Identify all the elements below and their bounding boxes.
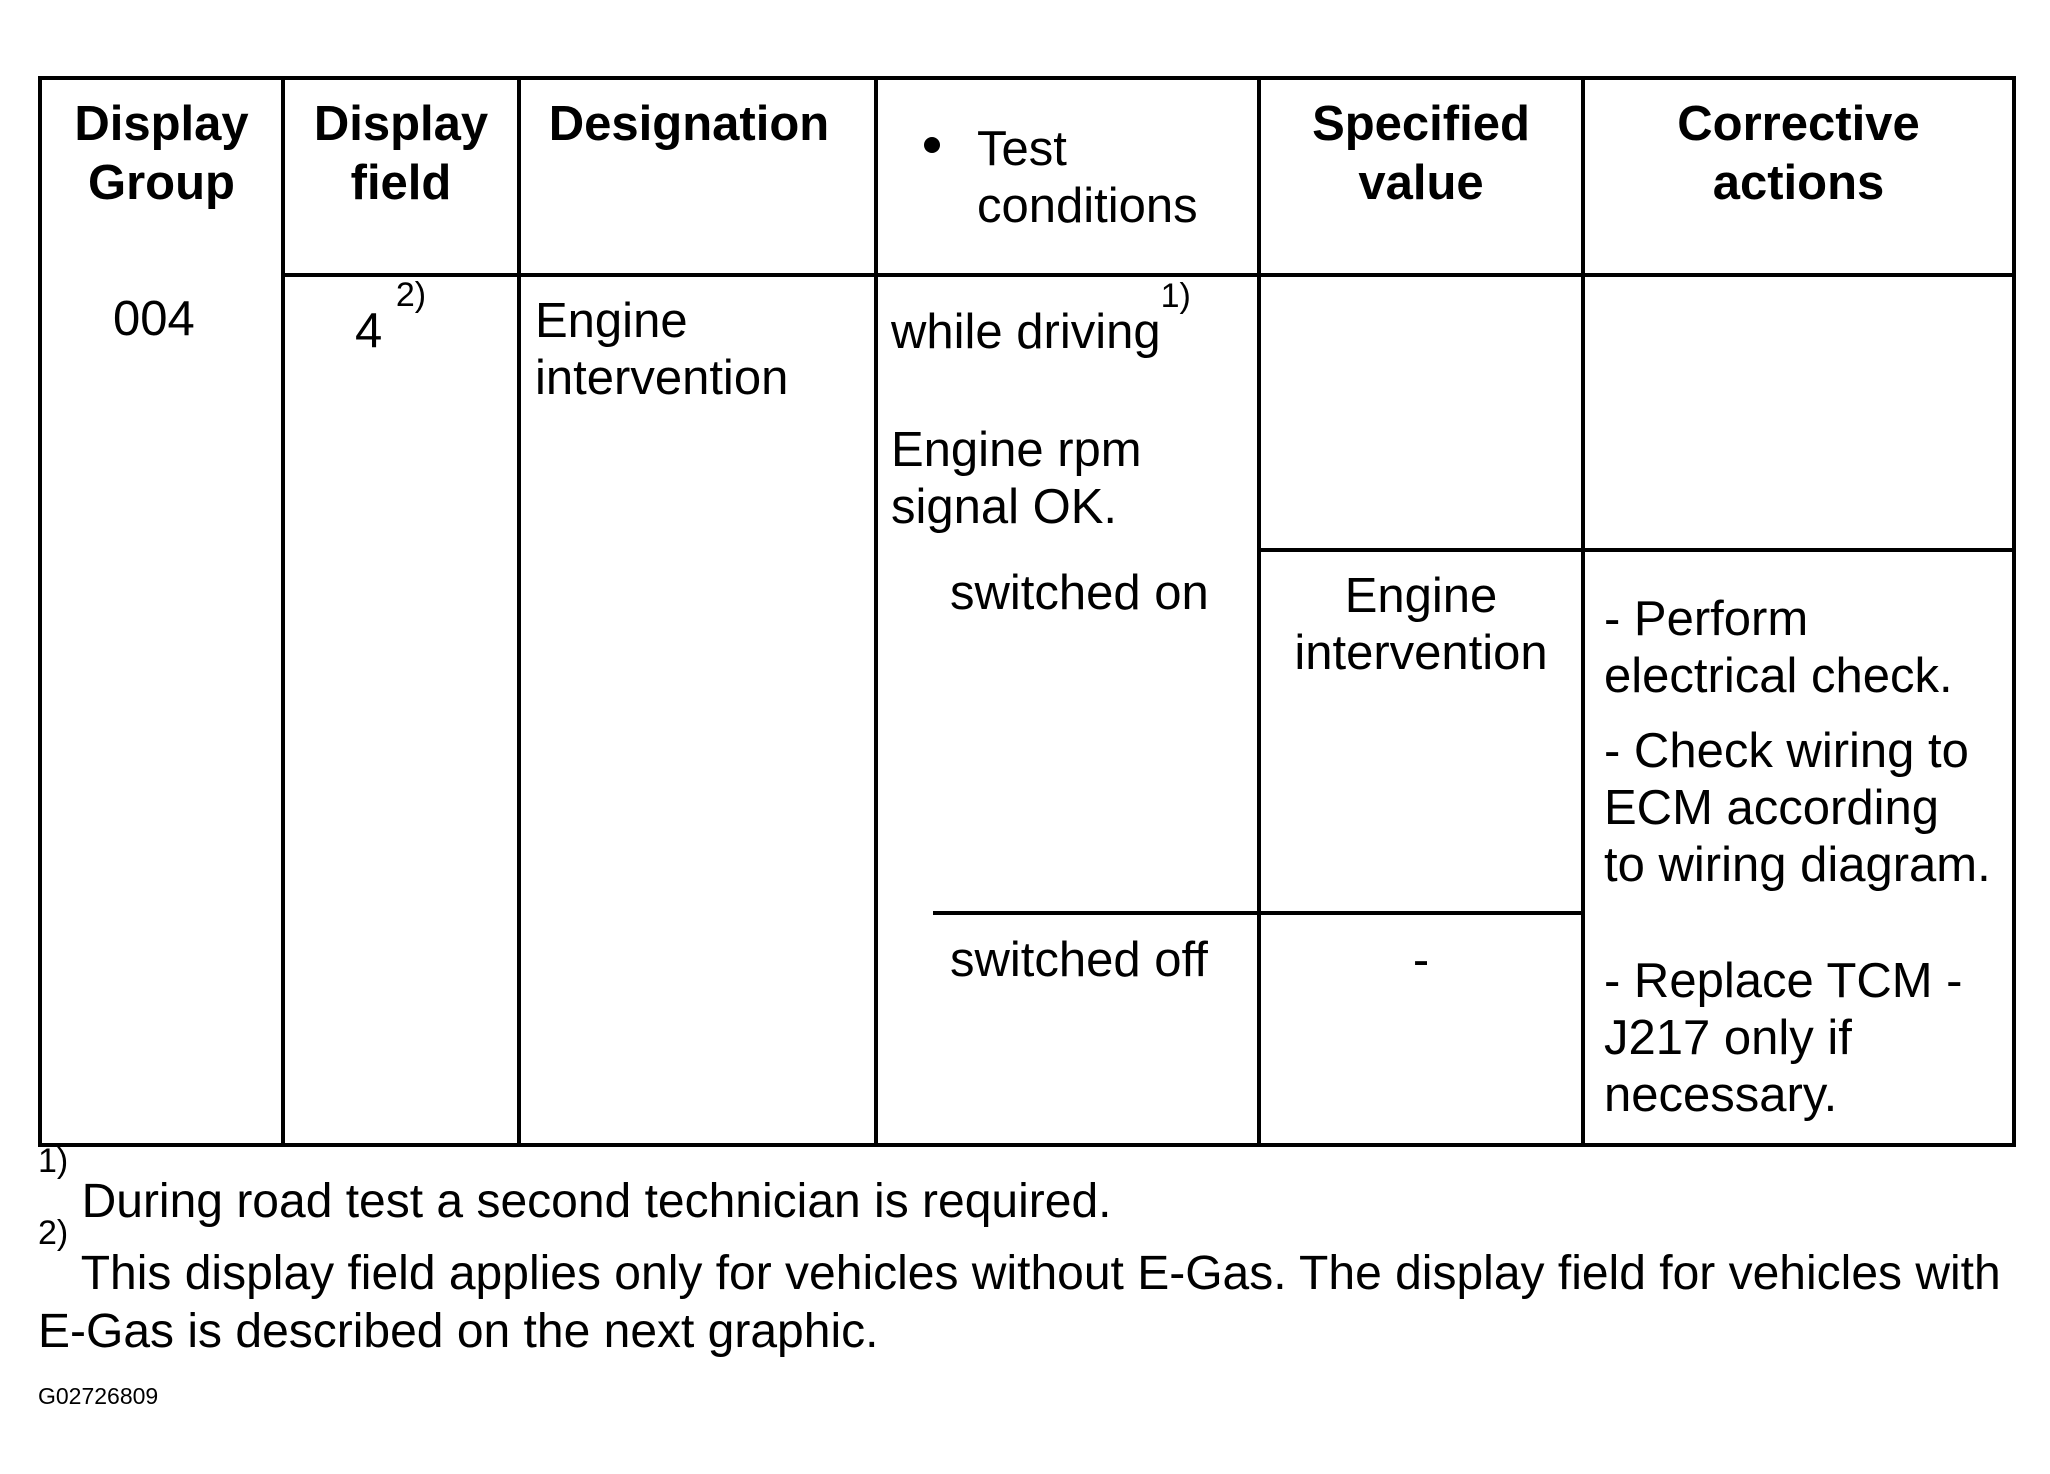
header-test-conditions: Test conditions bbox=[977, 122, 1198, 233]
display-group-value: 004 bbox=[113, 292, 195, 346]
footnote-2-mark: 2) bbox=[38, 1214, 69, 1252]
graphic-id: G02726809 bbox=[38, 1383, 159, 1409]
condition-while-driving bbox=[891, 277, 1191, 361]
table-bottom-border bbox=[38, 1143, 2016, 1147]
display-field-footnote-ref: 2) bbox=[395, 276, 427, 314]
footnote-2-continuation: E-Gas is described on the next graphic. bbox=[38, 1305, 879, 1358]
corrective-action-check-wiring: - Check wiring to ECM according to wiring diagram. bbox=[1604, 724, 1991, 892]
table-left-border bbox=[38, 76, 42, 1147]
table-top-border bbox=[38, 76, 2016, 80]
header-specified-value: Specified value bbox=[1312, 97, 1530, 210]
footnote-1 bbox=[38, 1142, 1112, 1231]
header-display-group: Display Group bbox=[74, 97, 249, 210]
footnote-1-text: During road test a second technician is required. bbox=[81, 1175, 1112, 1228]
column-divider-5 bbox=[1581, 76, 1585, 1147]
header-designation: Designation bbox=[548, 97, 830, 151]
table-right-border bbox=[2012, 76, 2016, 1147]
corrective-action-replace-tcm: - Replace TCM - J217 only if necessary. bbox=[1604, 954, 1963, 1122]
column-divider-1 bbox=[281, 76, 285, 1147]
header-corrective-actions: Corrective actions bbox=[1677, 97, 1920, 210]
corrective-action-perform-check: - Perform electrical check. bbox=[1604, 592, 1953, 703]
condition-switched-off: switched off bbox=[950, 933, 1208, 987]
designation-value: Engine intervention bbox=[535, 294, 789, 405]
footnote-1-mark: 1) bbox=[38, 1142, 69, 1180]
specified-value-on: Engine intervention bbox=[1294, 569, 1548, 680]
footnote-2-line1: This display field applies only for vehicles without E-Gas. The display field for vehicles with bbox=[80, 1247, 2001, 1300]
condition-footnote-ref: 1) bbox=[1160, 277, 1191, 315]
switched-row-divider bbox=[933, 911, 1584, 915]
footnote-2 bbox=[38, 1214, 2001, 1303]
condition-switched-on: switched on bbox=[950, 566, 1209, 620]
column-divider-3 bbox=[874, 76, 878, 1147]
specified-value-off: - bbox=[1412, 933, 1430, 987]
header-divider bbox=[281, 273, 2016, 277]
display-field-value bbox=[355, 276, 427, 360]
bullet-icon bbox=[924, 137, 940, 153]
condition-rpm-signal: Engine rpm signal OK. bbox=[891, 423, 1142, 534]
condition-while-driving-text: while driving bbox=[891, 305, 1161, 359]
display-field-number: 4 bbox=[355, 304, 383, 358]
header-display-field: Display field bbox=[313, 97, 489, 210]
value-row-divider bbox=[1257, 548, 2016, 552]
column-divider-2 bbox=[517, 76, 521, 1147]
